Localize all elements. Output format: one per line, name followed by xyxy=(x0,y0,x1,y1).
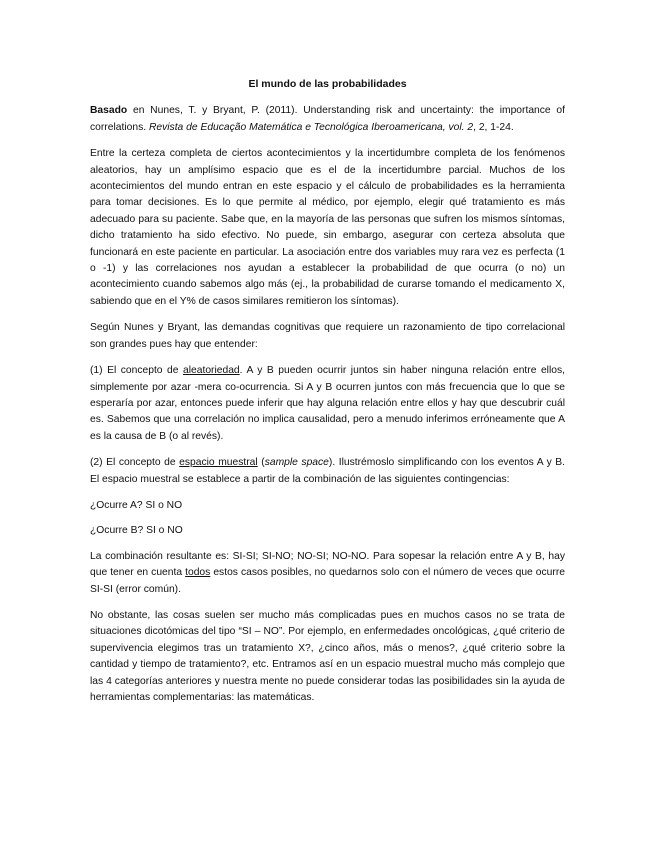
demands-paragraph: Según Nunes y Bryant, las demandas cognitivas que requiere un razonamiento de tipo correlacional son grandes pues hay que entender: xyxy=(90,322,565,350)
combination-text-1: La combinación resultante es: SI-SI; SI-NO; NO-SI; NO-NO. Para sopesar la relación entre A y B, hay que tener en cuenta xyxy=(90,550,565,579)
point-2-term-en: sample space xyxy=(264,457,329,469)
document-title: El mundo de las probabilidades xyxy=(248,78,407,90)
reference-paragraph xyxy=(90,103,565,136)
reference-text-1: en Nunes, T. y Bryant, P. (2011). Understanding risk and uncertainty: the importance of correlations. xyxy=(90,105,565,133)
reference-lead: Basado xyxy=(90,105,128,117)
point-2-prefix: (2) El concepto de xyxy=(90,457,180,469)
intro-paragraph: Entre la certeza completa de ciertos acontecimientos y la incertidumbre completa de los fenómenos aleatorios, hay un amplísimo espacio que es el de la incertidumbre parcial. Muchos de los acontecimientos del mundo entran en este espacio y el cálculo de probabilidades es la herramienta para tomar decisiones. Es lo que permite al médico, por ejemplo, elegir qué tratamiento es más adecuado para su paciente. Sabe que, en la mayoría de las personas que sufren los mismos síntomas, dicho tratamiento ha sido efectivo. No puede, sin embargo, asegurar con certeza absoluta que funcionará en este paciente en particular. La asociación entre dos variables muy rara vez es perfecta (1 o -1) y las correlaciones nos ayudan a establecer la probabilidad de que ocurra (o no) un acontecimiento cuando sabemos algo más (ej., la probabilidad de curarse tomando el medicamento X, sabiendo que en el Y% de casos similares remitieron los síntomas). xyxy=(90,148,565,307)
combination-emph: todos xyxy=(185,567,211,579)
point-2-paren-open: ( xyxy=(257,457,265,469)
point-1-text: . A y B pueden ocurrir juntos sin haber ninguna relación entre ellos, simplemente por azar -mera co-ocurrencia. Si A y B ocurren juntos con más frecuencia que lo que se esperaría por azar, entonces puede inferir que hay alguna relación entre ellos y hay que descubrir cuál es. Sabemos que una correlación no implica causalidad, pero a menudo inferimos erróneamente que A es la causa de B (o al revés). xyxy=(90,365,565,442)
reference-journal: Revista de Educação Matemática e Tecnológica Iberoamericana, vol. 2 xyxy=(148,121,474,133)
final-paragraph: No obstante, las cosas suelen ser mucho más complicadas pues en muchos casos no se trata de situaciones dicotómicas del tipo “SI – NO”. Por ejemplo, en enfermedades oncológicas, ¿qué criterio de supervivencia elegimos tras un tratamiento X?, ¿cinco años, más o menos?, ¿qué criterio sobre la cantidad y tiempo de tratamiento?, etc. Entramos así en un espacio muestral mucho más complejo que las 4 categorías anteriores y nuestra mente no puede considerar todas las posibilidades sin la ayuda de herramientas complementarias: las matemáticas. xyxy=(90,609,565,703)
point-1-term: aleatoriedad xyxy=(182,365,240,377)
combination-text-2: estos casos posibles, no quedarnos solo con el número de veces que ocurre SI-SI (error común). xyxy=(90,567,565,595)
question-a: ¿Ocurre A? SI o NO xyxy=(90,499,183,511)
point-1-paragraph xyxy=(90,363,565,445)
point-2-text: ). Ilustrémoslo simplificando con los eventos A y B. El espacio muestral se establece a partir de la combinación de las siguientes contingencias: xyxy=(90,457,566,485)
point-2-term: espacio muestral xyxy=(179,457,258,469)
combination-paragraph xyxy=(90,549,565,598)
reference-text-2: , 2, 1-24. xyxy=(473,121,514,133)
point-1-prefix: (1) El concepto de xyxy=(90,365,183,377)
question-b: ¿Ocurre B? SI o NO xyxy=(90,525,183,537)
point-2-paragraph xyxy=(90,455,565,488)
